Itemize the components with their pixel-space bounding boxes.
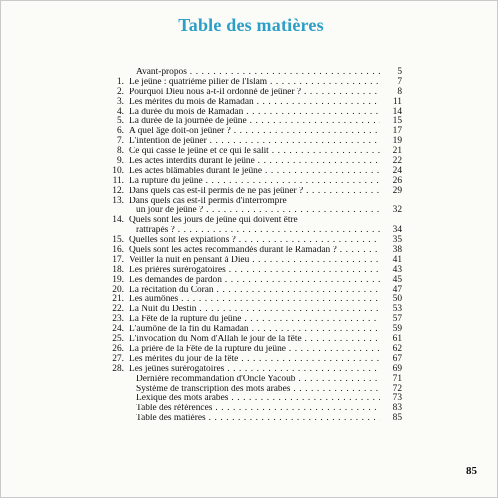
toc-entry <box>102 117 402 127</box>
toc-entry-title: un jour de jeûne ? . . . <box>136 206 380 216</box>
toc-entry-title: Table des références . . . <box>136 404 380 414</box>
toc-entry-title: Table des matières . . . <box>136 414 380 424</box>
toc-entry-title: A quel âge doit-on jeûner ? . . . <box>129 127 380 137</box>
toc-entry-number: 1. <box>116 76 124 87</box>
toc-entry-title: L'aumône de la fin du Ramadan . . . <box>129 325 380 335</box>
toc-entry-number: 7. <box>116 136 124 147</box>
toc-entry-page: 45 <box>392 274 402 285</box>
page-number: 85 <box>466 465 477 477</box>
toc-entry-page: 26 <box>392 175 402 186</box>
toc-entry-page: 50 <box>392 294 402 305</box>
toc-entry-number: 5. <box>116 116 124 127</box>
toc-entry-page: 71 <box>392 373 402 384</box>
toc-entry <box>102 355 402 365</box>
toc-entry <box>102 295 402 305</box>
toc-entry-number: 27. <box>112 353 124 364</box>
toc-entry <box>102 335 402 345</box>
toc-entry-page: 29 <box>392 185 402 196</box>
toc-entry-title: La Fête de la rupture du jeûne . . . <box>129 315 380 325</box>
toc-entry-page: 53 <box>392 304 402 315</box>
toc-entry-number: 11. <box>112 175 124 186</box>
toc-entry <box>102 246 402 256</box>
toc-entry-page: 41 <box>392 254 402 265</box>
toc-entry-title: Lexique des mots arabes . . . <box>136 394 380 404</box>
toc-entry-number: 2. <box>116 86 124 97</box>
toc-entry <box>102 236 402 246</box>
toc-entry-title: Dans quels cas est-il permis d'interrompre <box>129 196 287 206</box>
toc-entry-title: Les prières surérogatoires . . . <box>129 266 380 276</box>
toc-entry-number: 20. <box>112 284 124 295</box>
toc-entry-title: Veiller la nuit en pensant à Dieu . . . <box>129 256 380 266</box>
toc-entry-page: 14 <box>392 106 402 117</box>
toc-entry-title: Pourquoi Dieu nous a-t-il ordonné de jeûner ? . . . <box>129 88 380 98</box>
toc-entry <box>102 365 402 375</box>
toc-entry <box>102 226 402 236</box>
toc-entry-title: Le jeûne : quatrième pilier de l'Islam . . . <box>129 78 380 88</box>
toc-entry <box>102 315 402 325</box>
toc-entry-page: 69 <box>392 363 402 374</box>
toc-entry-page: 59 <box>392 324 402 335</box>
toc-entry <box>102 167 402 177</box>
toc-entry-number: 12. <box>112 185 124 196</box>
toc-entry <box>102 197 402 207</box>
toc-entry <box>102 375 402 385</box>
toc-entry-page: 17 <box>392 126 402 137</box>
toc-entry-page: 67 <box>392 353 402 364</box>
toc-entry-title: rattrapés ? . . . <box>136 226 380 236</box>
toc-entry-title: Système de transcription des mots arabes . . . <box>136 385 380 395</box>
toc-entry-page: 7 <box>397 76 402 87</box>
toc-entry-title: La rupture du jeûne . . . <box>129 177 380 187</box>
toc-entry-number: 3. <box>116 96 124 107</box>
toc-entry-page: 5 <box>397 67 402 77</box>
toc-entry <box>102 137 402 147</box>
toc-entry-page: 85 <box>392 413 402 424</box>
toc-entry-page: 22 <box>392 156 402 167</box>
toc-entry <box>102 216 402 226</box>
toc-entry <box>102 108 402 118</box>
toc-entry-page: 57 <box>392 314 402 325</box>
toc-entry-page: 15 <box>392 116 402 127</box>
toc-entry-number: 26. <box>112 343 124 354</box>
toc-entry <box>102 305 402 315</box>
toc-entry-title: Quelles sont les expiations ? . . . <box>129 236 380 246</box>
toc-entry-number: 25. <box>112 334 124 345</box>
toc-entry-title: Les mérites du mois de Ramadan . . . <box>129 98 380 108</box>
toc-entry-number: 9. <box>116 156 124 167</box>
toc-entry-page: 43 <box>392 264 402 275</box>
toc-entry <box>102 404 402 414</box>
toc-entry <box>102 385 402 395</box>
toc-entry-number: 19. <box>112 274 124 285</box>
toc-entry-number: 13. <box>112 195 124 206</box>
toc-entry <box>102 325 402 335</box>
toc-entry-number: 15. <box>112 235 124 246</box>
toc-entry <box>102 286 402 296</box>
toc-entry-page: 73 <box>392 393 402 404</box>
toc-entry-number: 21. <box>112 294 124 305</box>
toc-entry-title: La prière de la Fête de la rupture du jeûne . . . <box>129 345 380 355</box>
toc-entry-number: 24. <box>112 324 124 335</box>
toc-entry-title: L'intention de jeûner . . . <box>129 137 380 147</box>
toc-entry-title: Dernière recommandation d'Oncle Yacoub . . . <box>136 375 380 385</box>
toc-entry-title: La durée de la journée de jeûne . . . <box>129 117 380 127</box>
toc-entry <box>102 147 402 157</box>
toc-entry-page: 61 <box>392 334 402 345</box>
toc-entry <box>102 414 402 424</box>
page-title: Table des matières <box>178 15 324 35</box>
toc-entry-title: Les actes blâmables durant le jeûne . . . <box>129 167 380 177</box>
toc-entry <box>102 88 402 98</box>
toc-entry-title: La récitation du Coran . . . <box>129 286 380 296</box>
toc-entry-number: 22. <box>112 304 124 315</box>
toc-entry-title: Les jeûnes surérogatoires . . . <box>129 365 380 375</box>
toc-entry-title: L'invocation du Nom d'Allah le jour de la fête . . . <box>129 335 380 345</box>
table-of-contents <box>102 68 402 424</box>
toc-entry-number: 8. <box>116 146 124 157</box>
toc-entry-page: 8 <box>397 86 402 97</box>
toc-entry-title: Les mérites du jour de la fête . . . <box>129 355 380 365</box>
toc-entry-number: 28. <box>112 363 124 374</box>
toc-entry-number: 10. <box>112 165 124 176</box>
toc-entry-number: 23. <box>112 314 124 325</box>
toc-entry-page: 38 <box>392 245 402 256</box>
toc-entry <box>102 157 402 167</box>
toc-entry-number: 16. <box>112 245 124 256</box>
toc-entry-page: 32 <box>392 205 402 216</box>
toc-entry-number: 18. <box>112 264 124 275</box>
toc-entry-page: 34 <box>392 225 402 236</box>
toc-entry-page: 24 <box>392 165 402 176</box>
toc-entry-page: 62 <box>392 343 402 354</box>
toc-entry <box>102 98 402 108</box>
toc-entry-number: 4. <box>116 106 124 117</box>
toc-entry-number: 14. <box>112 215 124 226</box>
toc-entry <box>102 68 402 78</box>
toc-entry-number: 17. <box>112 254 124 265</box>
toc-entry-title: Quels sont les actes recommandés durant le Ramadan ? . . . <box>129 246 380 256</box>
toc-entry-page: 35 <box>392 235 402 246</box>
toc-entry <box>102 187 402 197</box>
toc-entry-page: 72 <box>392 383 402 394</box>
toc-entry-page: 21 <box>392 146 402 157</box>
toc-entry <box>102 78 402 88</box>
toc-entry-title: La Nuit du Destin . . . <box>129 305 380 315</box>
toc-entry-title: Ce qui casse le jeûne et ce qui le salit . . . <box>129 147 380 157</box>
toc-entry-number: 6. <box>116 126 124 137</box>
toc-entry-title: Quels sont les jours de jeûne qui doivent être <box>129 216 298 226</box>
toc-entry-title: La durée du mois de Ramadan . . . <box>129 108 380 118</box>
toc-entry <box>102 206 402 216</box>
toc-entry-title: Dans quels cas est-il permis de ne pas jeûner ? . . . <box>129 187 380 197</box>
toc-entry <box>102 266 402 276</box>
toc-entry <box>102 127 402 137</box>
toc-entry-page: 47 <box>392 284 402 295</box>
toc-entry-page: 83 <box>392 403 402 414</box>
toc-entry <box>102 345 402 355</box>
toc-entry-page: 11 <box>392 96 402 107</box>
toc-entry-title: Les demandes de pardon . . . <box>129 276 380 286</box>
toc-entry-title: Avant-propos . . . <box>136 68 380 78</box>
toc-entry <box>102 256 402 266</box>
toc-entry-title: Les aumônes . . . <box>129 295 380 305</box>
toc-entry <box>102 394 402 404</box>
toc-entry-title: Les actes interdits durant le jeûne . . . <box>129 157 380 167</box>
toc-entry <box>102 276 402 286</box>
toc-entry-page: 19 <box>392 136 402 147</box>
toc-entry <box>102 177 402 187</box>
